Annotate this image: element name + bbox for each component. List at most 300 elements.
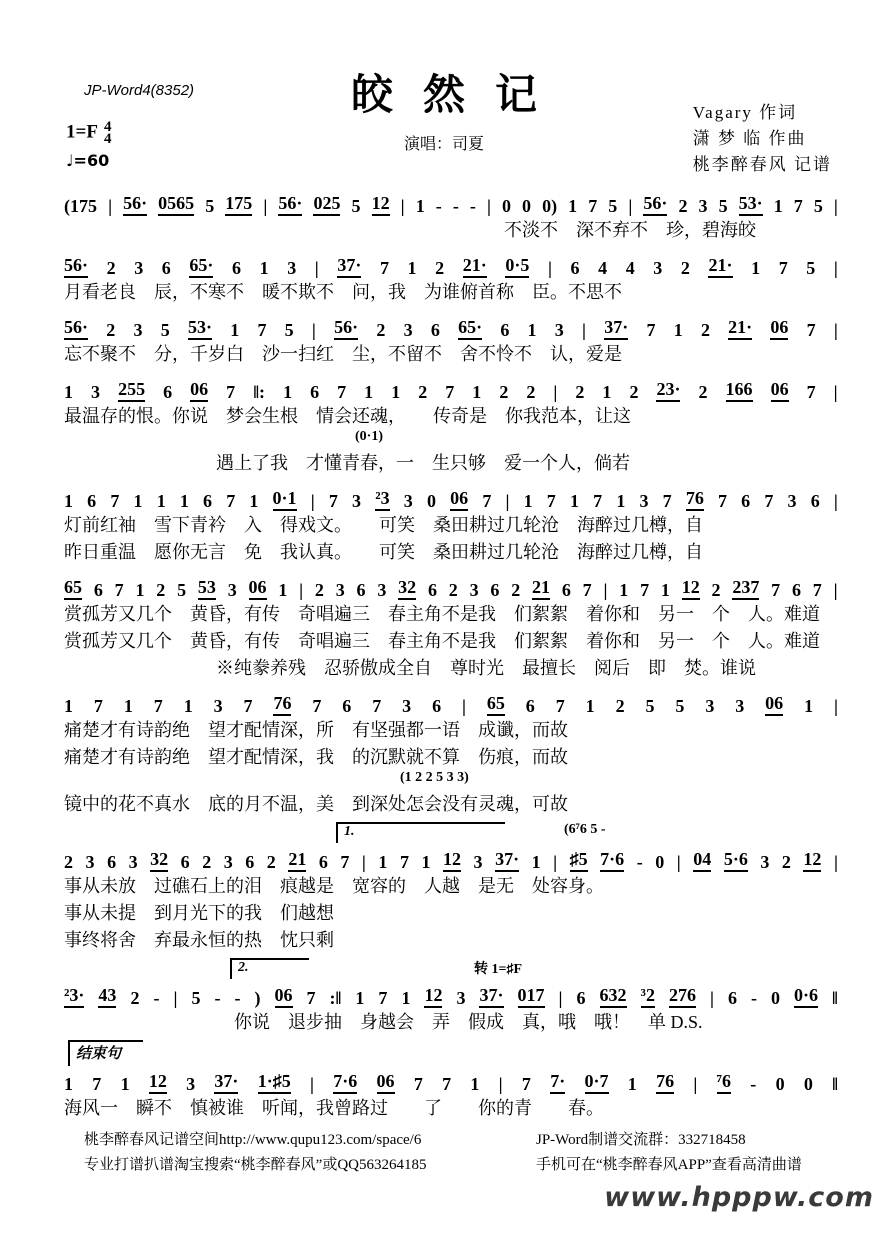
- note-token: 12: [424, 986, 442, 1008]
- note-token: -: [234, 988, 241, 1009]
- note-token: 65·: [189, 256, 213, 278]
- note-token: 1: [568, 196, 578, 217]
- note-token: 12: [443, 850, 461, 872]
- lyric-line: [64, 743, 838, 770]
- note-token: |: [582, 320, 586, 341]
- note-token: 6: [427, 580, 437, 601]
- note-token: |: [461, 696, 466, 717]
- note-token: 6: [741, 491, 751, 512]
- note-token: 21: [288, 850, 306, 872]
- note-token: |: [505, 491, 510, 512]
- note-token: 7: [226, 491, 236, 512]
- lyric-line: [64, 278, 838, 305]
- note-token: 6: [203, 491, 213, 512]
- note-token: |: [833, 852, 838, 873]
- note-token: 1: [135, 580, 145, 601]
- note-token: 0·5: [505, 256, 529, 278]
- note-token: 2: [678, 196, 688, 217]
- note-token: 0: [501, 196, 511, 217]
- note-token: 37·: [337, 256, 361, 278]
- note-token: 5: [351, 196, 361, 217]
- note-token: 5: [645, 696, 655, 717]
- note-token: 7: [153, 696, 163, 717]
- note-token: 06: [377, 1072, 395, 1094]
- note-token: 1: [773, 196, 783, 217]
- note-token: 7·6: [333, 1072, 357, 1094]
- lyric-line: [64, 340, 838, 367]
- note-token: 0: [655, 852, 665, 873]
- note-token: 76: [686, 489, 704, 511]
- note-token: 56·: [64, 318, 88, 340]
- note-token: 6: [570, 258, 580, 279]
- note-token: 1: [64, 1074, 73, 1095]
- note-token: 6: [163, 382, 173, 403]
- note-token: 1: [259, 258, 269, 279]
- note-token: 1: [523, 491, 533, 512]
- lyric-line: [64, 926, 838, 953]
- note-token: 3: [554, 320, 564, 341]
- lyrics-text: 赏孤芳又几个 黄昏，有传 奇唱遍三 春主角不是我 们絮絮 着你和 另一 个 人。难道: [64, 631, 820, 651]
- note-token: |: [547, 258, 552, 279]
- note-token: 12: [372, 194, 390, 216]
- note-token: 7·6: [600, 850, 624, 872]
- note-token: 632: [600, 986, 627, 1008]
- note-token: |: [314, 258, 319, 279]
- note-token: 7: [582, 580, 592, 601]
- footer-right: [536, 1128, 852, 1178]
- note-token: |: [263, 196, 268, 217]
- note-token: 1: [378, 852, 388, 873]
- note-token: 0·6: [794, 986, 818, 1008]
- note-token: 1: [64, 491, 73, 512]
- notes-line: [64, 1064, 838, 1094]
- note-token: 1: [585, 696, 595, 717]
- lyric-line: [64, 402, 838, 429]
- note-token: 1: [133, 491, 143, 512]
- note-token: 1: [123, 696, 133, 717]
- note-token: 5: [191, 988, 201, 1009]
- note-token: -: [469, 196, 476, 217]
- notes-line: [64, 686, 838, 716]
- note-token: 3: [128, 852, 138, 873]
- lyrics-text: ※纯豢养残 忍骄傲成全自 尊时光 最擅长 阅后 即 焚。谁说: [216, 658, 756, 678]
- note-token: 7: [445, 382, 455, 403]
- note-token: 06: [770, 318, 788, 340]
- note-token: 3: [213, 696, 223, 717]
- notes-line: [64, 842, 838, 872]
- note-token: 1: [527, 320, 537, 341]
- note-token: 3: [403, 491, 413, 512]
- note-token: 2: [698, 382, 708, 403]
- note-token: 1: [619, 580, 629, 601]
- note-token: 2: [435, 258, 445, 279]
- note-token: ‖: [832, 1074, 838, 1095]
- note-token: 65·: [458, 318, 482, 340]
- notes-line: [64, 372, 838, 402]
- note-token: 3: [639, 491, 649, 512]
- note-token: 3: [456, 988, 466, 1009]
- note-token: 1: [616, 491, 626, 512]
- note-token: 6: [180, 852, 190, 873]
- lyric-line: [64, 627, 838, 654]
- note-token: 1·♯5: [258, 1072, 291, 1094]
- volta-or-key-label: 转 1=♯F: [474, 962, 523, 977]
- note-token: 21·: [463, 256, 487, 278]
- note-token: 4: [598, 258, 608, 279]
- note-token: -: [750, 988, 757, 1009]
- note-token: 06: [771, 380, 789, 402]
- note-token: 7: [555, 696, 565, 717]
- music-system: [64, 372, 838, 476]
- note-token: 0: [522, 196, 532, 217]
- note-token: 5·6: [724, 850, 748, 872]
- note-token: 7: [312, 696, 322, 717]
- music-system: [64, 481, 838, 565]
- note-token: 7: [114, 580, 124, 601]
- footer-left-line1: 桃李醉春风记谱空间http://www.qupu123.com/space/6: [84, 1132, 422, 1148]
- note-token: 017: [518, 986, 545, 1008]
- note-token: 3: [705, 696, 715, 717]
- annotation-text: (1 2 2 5 3 3): [400, 770, 469, 785]
- note-token: 7: [340, 852, 350, 873]
- note-token: 6: [310, 382, 320, 403]
- note-token: 3: [698, 196, 708, 217]
- note-token: 12: [149, 1072, 167, 1094]
- note-token: 3: [352, 491, 362, 512]
- note-token: 7: [328, 491, 338, 512]
- note-token: 12: [682, 578, 700, 600]
- note-token: 1: [421, 852, 431, 873]
- note-token: 6: [107, 852, 117, 873]
- note-token: 1: [179, 491, 189, 512]
- lyric-line: [64, 449, 838, 476]
- note-token: |: [400, 196, 405, 217]
- note-token: 7: [521, 1074, 531, 1095]
- note-token: 0565: [158, 194, 194, 216]
- note-token: 3: [223, 852, 233, 873]
- note-token: 37·: [495, 850, 519, 872]
- generator-tag: JP-Word4(8352): [84, 82, 195, 99]
- note-token: 56·: [334, 318, 358, 340]
- notes-line: [64, 481, 838, 511]
- note-token: ²3·: [64, 986, 84, 1008]
- note-token: |: [299, 580, 304, 601]
- note-token: 56·: [278, 194, 302, 216]
- lyrics-text: 最温存的恨。你说 梦会生根 情会还魂， 传奇是 你我范本，让这: [64, 406, 631, 426]
- note-token: 6: [93, 580, 103, 601]
- note-token: 1: [156, 491, 166, 512]
- note-token: 1: [278, 580, 288, 601]
- note-token: 5: [806, 258, 816, 279]
- time-signature: 4 4: [103, 119, 112, 147]
- note-token: 6: [576, 988, 586, 1009]
- note-token: 6: [810, 491, 820, 512]
- note-token: |: [553, 382, 558, 403]
- footer-left: [84, 1128, 536, 1178]
- note-token: 76: [656, 1072, 674, 1094]
- note-token: |: [833, 382, 838, 403]
- note-token: |: [709, 988, 714, 1009]
- note-token: 6: [430, 320, 440, 341]
- lyrics-text: 灯前红袖 雪下青衿 入 得戏文。 可笑 桑田耕过几轮沧 海醉过几樽，自: [64, 515, 703, 535]
- note-token: 7: [778, 258, 788, 279]
- note-token: 37·: [479, 986, 503, 1008]
- note-token: 7: [593, 491, 603, 512]
- note-token: 276: [669, 986, 696, 1008]
- note-token: |: [173, 988, 178, 1009]
- note-token: -: [214, 988, 221, 1009]
- note-token: (175: [64, 196, 97, 217]
- note-token: 7: [793, 196, 803, 217]
- note-token: 2: [615, 696, 625, 717]
- annotation-line: [64, 958, 838, 978]
- transcriber-credit: 桃李醉春风 记谱: [692, 155, 832, 174]
- note-token: 6: [318, 852, 328, 873]
- composer-credit: 潇 梦 临 作曲: [692, 129, 807, 148]
- note-token: 5: [718, 196, 728, 217]
- note-token: 21·: [728, 318, 752, 340]
- music-system: [64, 248, 838, 305]
- footer: [84, 1128, 852, 1178]
- lyrics-text: 你说 退步抽 身越会 弄 假成 真，哦 哦！ 单 D.S.: [234, 1012, 703, 1032]
- note-token: 2: [511, 580, 521, 601]
- lyrics-text: 镜中的花不真水 底的月不温，美 到深处怎会没有灵魂，可故: [64, 794, 568, 814]
- note-token: 53·: [739, 194, 763, 216]
- note-token: 2: [202, 852, 212, 873]
- note-token: 6: [791, 580, 801, 601]
- note-token: 5: [284, 320, 294, 341]
- note-token: 3: [227, 580, 237, 601]
- note-token: 6: [342, 696, 352, 717]
- note-token: 1: [249, 491, 259, 512]
- note-token: 7: [718, 491, 727, 512]
- note-token: 1: [407, 258, 417, 279]
- note-token: 6: [490, 580, 500, 601]
- note-token: 1: [673, 320, 683, 341]
- note-token: 1: [230, 320, 240, 341]
- tempo-marking: ♩=60: [66, 151, 110, 170]
- annotation-line: [64, 822, 838, 842]
- note-token: 7: [257, 320, 267, 341]
- note-token: |: [833, 491, 838, 512]
- note-token: 0·7: [585, 1072, 609, 1094]
- note-token: |: [310, 491, 315, 512]
- note-token: 32: [150, 850, 168, 872]
- note-token: 3: [402, 696, 412, 717]
- note-token: 6: [727, 988, 737, 1009]
- note-token: 1: [804, 696, 814, 717]
- annotation-line: [64, 429, 838, 449]
- note-token: 175: [225, 194, 252, 216]
- note-token: 3: [760, 852, 770, 873]
- note-token: |: [834, 696, 838, 717]
- note-token: -: [153, 988, 160, 1009]
- note-token: |: [361, 852, 366, 873]
- lyrics-text: 事从未提 到月光下的我 们越想: [64, 903, 334, 923]
- note-token: 6: [232, 258, 241, 279]
- note-token: |: [693, 1074, 698, 1095]
- note-token: 6: [87, 491, 97, 512]
- note-token: 06: [450, 489, 468, 511]
- note-token: 7: [379, 258, 389, 279]
- note-token: ): [254, 988, 261, 1009]
- volta-or-key-label: 1.: [336, 822, 505, 843]
- note-token: 06: [275, 986, 293, 1008]
- lyrics-text: 遇上了我 才懂青春，一 生只够 爱一个人，倘若: [216, 453, 630, 473]
- note-token: 2: [266, 852, 276, 873]
- note-token: 1: [751, 258, 761, 279]
- music-system: [64, 570, 838, 681]
- music-system: [64, 822, 838, 953]
- note-token: 53·: [188, 318, 212, 340]
- note-token: 1: [64, 696, 73, 717]
- note-token: 0): [542, 196, 558, 217]
- note-token: 2: [376, 320, 386, 341]
- note-token: 3: [91, 382, 101, 403]
- note-token: |: [833, 196, 838, 217]
- note-token: 1: [531, 852, 541, 873]
- note-token: 7: [806, 320, 816, 341]
- note-token: 2: [711, 580, 721, 601]
- note-token: 6: [525, 696, 535, 717]
- note-token: 2: [106, 258, 116, 279]
- note-token: 6: [500, 320, 510, 341]
- note-token: 1: [401, 988, 411, 1009]
- note-token: 1: [364, 382, 374, 403]
- note-token: ‖:: [253, 382, 266, 403]
- note-token: 1: [569, 491, 579, 512]
- note-token: |: [498, 1074, 503, 1095]
- note-token: 5: [177, 580, 187, 601]
- notes-line: [64, 248, 838, 278]
- note-token: 1: [627, 1074, 637, 1095]
- note-token: 7·: [550, 1072, 565, 1094]
- note-token: 7: [640, 580, 650, 601]
- note-token: 7: [413, 1074, 423, 1095]
- note-token: 06: [249, 578, 267, 600]
- note-token: 43: [98, 986, 116, 1008]
- note-token: 7: [806, 382, 816, 403]
- note-token: 7: [337, 382, 347, 403]
- lyrics-text: 事终将舍 弃最永恒的热 忱只剩: [64, 930, 334, 950]
- footer-right-line2: 手机可在“桃李醉春风APP”查看高清曲谱: [536, 1157, 802, 1173]
- note-token: 7: [764, 491, 774, 512]
- note-token: |: [833, 258, 838, 279]
- key-label: 1=F: [66, 121, 98, 143]
- lyrics-text: 不淡不 深不弃不 珍，碧海皎: [504, 220, 756, 240]
- site-watermark: www.hpppw.com: [604, 1182, 874, 1213]
- note-token: 0: [803, 1074, 813, 1095]
- note-token: :‖: [329, 988, 342, 1009]
- lyric-line: [64, 1008, 838, 1035]
- lyric-line: [64, 899, 838, 926]
- note-token: 3: [133, 320, 143, 341]
- note-token: 2: [526, 382, 536, 403]
- music-system: [64, 1040, 838, 1121]
- note-token: 56·: [643, 194, 667, 216]
- note-token: 7: [93, 696, 103, 717]
- note-token: 2: [629, 382, 639, 403]
- note-token: |: [311, 320, 316, 341]
- lyrics-text: 痛楚才有诗韵绝 望才配情深，所 有坚强都一语 成谶，而故: [64, 720, 568, 740]
- lyric-line: [64, 790, 838, 817]
- note-token: 7: [372, 696, 382, 717]
- note-token: 12: [803, 850, 821, 872]
- footer-left-line2: 专业打谱扒谱淘宝搜索“桃李醉春风”或QQ563264185: [84, 1157, 427, 1173]
- note-token: 2: [106, 320, 116, 341]
- lyrics-text: 事从未放 过礁石上的泪 痕越是 宽容的 人越 是无 处容身。: [64, 876, 604, 896]
- note-token: 1: [120, 1074, 130, 1095]
- annotation-text: (6⁷6 5 -: [564, 822, 606, 837]
- note-token: 7: [226, 382, 236, 403]
- note-token: |: [310, 1074, 314, 1095]
- note-token: ³2: [641, 986, 655, 1008]
- note-token: 1: [391, 382, 401, 403]
- note-token: 3: [473, 852, 483, 873]
- note-token: 255: [118, 380, 145, 402]
- note-token: 76: [273, 694, 291, 716]
- lyric-line: [64, 511, 838, 538]
- note-token: -: [636, 852, 643, 873]
- note-token: 237: [732, 578, 759, 600]
- lyric-line: [64, 872, 838, 899]
- note-token: 6: [432, 696, 442, 717]
- note-token: 23·: [656, 380, 680, 402]
- note-token: 1: [472, 382, 482, 403]
- note-token: 7: [771, 580, 781, 601]
- section-label: [64, 1040, 838, 1064]
- note-token: 5: [608, 196, 618, 217]
- note-token: 3: [735, 696, 745, 717]
- note-token: 56·: [123, 194, 147, 216]
- note-token: 32: [398, 578, 416, 600]
- music-system: [64, 310, 838, 367]
- note-token: 3: [287, 258, 297, 279]
- note-token: ♯5: [570, 850, 588, 872]
- note-token: 1: [602, 382, 612, 403]
- note-token: 65: [64, 578, 82, 600]
- note-token: 56·: [64, 256, 88, 278]
- note-token: 2: [64, 852, 73, 873]
- note-token: 0: [771, 988, 780, 1009]
- lyric-line: [64, 654, 838, 681]
- note-token: 7: [110, 491, 120, 512]
- note-token: 3: [469, 580, 479, 601]
- note-token: 7: [442, 1074, 452, 1095]
- lyrics-text: 海风一 瞬不 慎被谁 听闻，我曾路过 了 你的青 春。: [64, 1098, 604, 1118]
- note-token: ‖: [832, 988, 838, 1009]
- note-token: 7: [588, 196, 598, 217]
- note-token: 3: [85, 852, 95, 873]
- note-token: 3: [186, 1074, 196, 1095]
- note-token: 7: [482, 491, 492, 512]
- note-token: 3: [787, 491, 797, 512]
- note-token: |: [628, 196, 633, 217]
- note-token: 1: [415, 196, 425, 217]
- volta-or-key-label: 结束句: [68, 1040, 143, 1066]
- note-token: 1: [183, 696, 193, 717]
- note-token: 5: [675, 696, 685, 717]
- lyric-line: [64, 1094, 838, 1121]
- note-token: 7: [243, 696, 253, 717]
- lyricist-credit: Vagary 作词: [692, 103, 798, 122]
- note-token: 025: [313, 194, 340, 216]
- note-token: 2: [418, 382, 428, 403]
- music-system: [64, 958, 838, 1035]
- lyric-line: [64, 216, 838, 243]
- note-token: 4: [625, 258, 635, 279]
- key-signature: [66, 121, 111, 145]
